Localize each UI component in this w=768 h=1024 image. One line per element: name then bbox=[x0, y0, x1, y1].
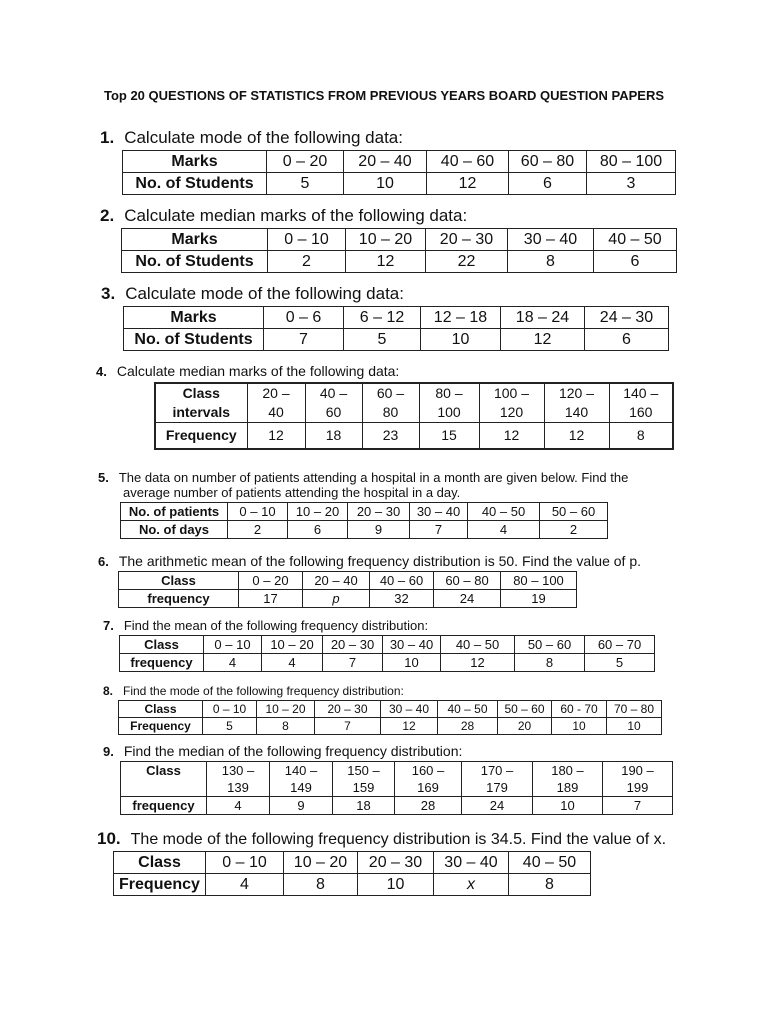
table-cell: No. of Students bbox=[122, 251, 268, 273]
table-cell bbox=[462, 762, 533, 797]
table-cell: 4 bbox=[468, 521, 540, 539]
table-cell: 12 bbox=[427, 173, 509, 195]
table-cell: 10 bbox=[358, 874, 434, 896]
table-cell bbox=[247, 383, 305, 423]
table-cell bbox=[155, 383, 247, 423]
table-cell: 0 – 10 bbox=[203, 701, 257, 718]
table-row bbox=[114, 852, 591, 874]
table-cell: 23 bbox=[362, 423, 419, 449]
table-row bbox=[119, 718, 662, 735]
question-text: The mode of the following frequency distribution is 34.5. Find the value of x. bbox=[130, 831, 667, 848]
table-cell: 4 bbox=[206, 874, 284, 896]
table-cell: 60 – 80 bbox=[509, 151, 587, 173]
table-cell: 30 – 40 bbox=[410, 503, 468, 521]
table-cell: 10 – 20 bbox=[288, 503, 348, 521]
question-4 bbox=[96, 363, 674, 450]
table-cell: 8 bbox=[257, 718, 315, 735]
table-row bbox=[114, 874, 591, 896]
table-cell: 40 – 50 bbox=[438, 701, 498, 718]
table-cell: 5 bbox=[203, 718, 257, 735]
table-cell: 30 – 40 bbox=[434, 852, 509, 874]
table-cell: 6 bbox=[288, 521, 348, 539]
table-cell: 20 – 30 bbox=[323, 636, 383, 654]
table-cell: 50 – 60 bbox=[540, 503, 608, 521]
table-cell: Class bbox=[119, 701, 203, 718]
table-cell: frequency bbox=[120, 654, 204, 672]
table-cell: 0 – 6 bbox=[264, 307, 344, 329]
table-cell: 5 bbox=[267, 173, 344, 195]
cell-line: intervals bbox=[172, 404, 231, 420]
question-number: 7. bbox=[103, 618, 114, 633]
question-number: 6. bbox=[98, 554, 109, 569]
table-row bbox=[121, 521, 608, 539]
table-cell: 40 – 60 bbox=[370, 572, 434, 590]
data-table bbox=[118, 700, 662, 735]
question-1 bbox=[100, 128, 676, 195]
cell-line: 169 bbox=[417, 780, 439, 795]
table-cell: 12 – 18 bbox=[421, 307, 501, 329]
question-text: Find the mode of the following frequency distribution: bbox=[123, 684, 404, 698]
table-cell: 10 bbox=[344, 173, 427, 195]
table-row bbox=[120, 636, 655, 654]
table-row bbox=[123, 151, 676, 173]
cell-line: 60 – bbox=[376, 385, 405, 401]
table-cell: 50 – 60 bbox=[498, 701, 552, 718]
question-number: 1. bbox=[100, 128, 115, 147]
question-text: Find the mean of the following frequency distribution: bbox=[123, 618, 429, 633]
table-cell: 40 – 50 bbox=[441, 636, 515, 654]
table-row bbox=[122, 251, 677, 273]
table-row bbox=[121, 797, 673, 815]
table-cell: 8 bbox=[515, 654, 585, 672]
data-table bbox=[122, 150, 676, 195]
question-number: 2. bbox=[100, 206, 115, 225]
question-text: Calculate mode of the following data: bbox=[125, 284, 404, 303]
cell-line: 140 – bbox=[623, 385, 659, 401]
table-cell bbox=[419, 383, 479, 423]
table-cell: 8 bbox=[609, 423, 673, 449]
table-cell: 20 – 30 bbox=[348, 503, 410, 521]
table-cell: 0 – 10 bbox=[268, 229, 346, 251]
table-cell: No. of patients bbox=[121, 503, 228, 521]
cell-line: 80 bbox=[382, 404, 399, 420]
table-cell: 7 bbox=[603, 797, 673, 815]
table-row bbox=[124, 307, 669, 329]
table-row bbox=[155, 423, 673, 449]
cell-line: 190 – bbox=[621, 763, 654, 778]
table-cell: 12 bbox=[501, 329, 585, 351]
cell-line: 179 bbox=[486, 780, 508, 795]
question-text-continued: average number of patients attending the hospital in a day. bbox=[123, 485, 461, 500]
table-cell: 12 bbox=[346, 251, 426, 273]
table-cell: 12 bbox=[479, 423, 544, 449]
table-cell bbox=[270, 762, 333, 797]
table-cell: Marks bbox=[124, 307, 264, 329]
table-cell: 0 – 10 bbox=[206, 852, 284, 874]
table-cell bbox=[603, 762, 673, 797]
table-cell: x bbox=[434, 874, 509, 896]
table-cell: 9 bbox=[348, 521, 410, 539]
table-cell: 0 – 10 bbox=[204, 636, 262, 654]
table-cell: 10 – 20 bbox=[284, 852, 358, 874]
cell-line: 160 bbox=[629, 404, 653, 420]
table-cell: 8 bbox=[509, 874, 591, 896]
table-cell: p bbox=[303, 590, 370, 608]
table-cell: 30 – 40 bbox=[383, 636, 441, 654]
question-number: 3. bbox=[101, 284, 116, 303]
question-10 bbox=[97, 829, 666, 896]
table-cell bbox=[207, 762, 270, 797]
table-cell: 4 bbox=[204, 654, 262, 672]
table-cell: 28 bbox=[395, 797, 462, 815]
table-cell bbox=[333, 762, 395, 797]
question-number: 8. bbox=[103, 684, 114, 698]
table-cell: 4 bbox=[207, 797, 270, 815]
table-cell bbox=[362, 383, 419, 423]
cell-line: 80 – bbox=[435, 385, 463, 401]
table-row bbox=[121, 503, 608, 521]
question-number: 4. bbox=[96, 364, 107, 379]
table-cell: 2 bbox=[268, 251, 346, 273]
table-row bbox=[123, 173, 676, 195]
table-row bbox=[124, 329, 669, 351]
table-cell: Frequency bbox=[155, 423, 247, 449]
data-table bbox=[154, 382, 674, 450]
table-cell: 10 bbox=[533, 797, 603, 815]
cell-line: 140 bbox=[564, 404, 589, 420]
table-cell: 80 – 100 bbox=[501, 572, 577, 590]
table-cell: Marks bbox=[122, 229, 268, 251]
table-cell: 20 – 30 bbox=[358, 852, 434, 874]
cell-line: 60 bbox=[325, 404, 342, 420]
table-cell bbox=[544, 383, 609, 423]
data-table bbox=[118, 571, 577, 608]
table-cell: 18 bbox=[305, 423, 362, 449]
data-table bbox=[119, 635, 655, 672]
cell-line: 130 – bbox=[221, 763, 255, 778]
cell-line: 120 – bbox=[558, 385, 595, 401]
table-cell: 10 bbox=[383, 654, 441, 672]
cell-line: 40 bbox=[268, 404, 284, 420]
cell-line: 150 – bbox=[347, 763, 380, 778]
table-cell: 6 bbox=[594, 251, 677, 273]
table-cell: 17 bbox=[239, 590, 303, 608]
table-cell: 28 bbox=[438, 718, 498, 735]
cell-line: 100 – bbox=[493, 385, 530, 401]
table-cell: 6 bbox=[509, 173, 587, 195]
table-row bbox=[121, 762, 673, 797]
table-cell: 60 – 70 bbox=[585, 636, 655, 654]
table-cell: 3 bbox=[587, 173, 676, 195]
table-cell: 50 – 60 bbox=[515, 636, 585, 654]
table-cell: 5 bbox=[585, 654, 655, 672]
table-cell: 10 bbox=[552, 718, 607, 735]
table-cell: 6 bbox=[585, 329, 669, 351]
question-text: Calculate mode of the following data: bbox=[124, 128, 403, 147]
data-table bbox=[120, 502, 608, 539]
table-row bbox=[122, 229, 677, 251]
cell-line: 160 – bbox=[411, 763, 445, 778]
table-cell: 40 – 50 bbox=[594, 229, 677, 251]
question-7 bbox=[103, 618, 655, 672]
table-cell: Frequency bbox=[114, 874, 206, 896]
table-row bbox=[119, 572, 577, 590]
cell-line: Class bbox=[182, 385, 220, 401]
table-cell: 60 – 80 bbox=[434, 572, 501, 590]
data-table bbox=[121, 228, 677, 273]
question-6 bbox=[98, 553, 641, 608]
table-cell: 18 bbox=[333, 797, 395, 815]
table-cell: 24 bbox=[434, 590, 501, 608]
table-cell: 8 bbox=[284, 874, 358, 896]
cell-line: 159 bbox=[352, 780, 375, 795]
table-cell: 12 bbox=[381, 718, 438, 735]
table-cell: 15 bbox=[419, 423, 479, 449]
table-cell: 7 bbox=[323, 654, 383, 672]
table-cell: 9 bbox=[270, 797, 333, 815]
page-title: Top 20 QUESTIONS OF STATISTICS FROM PREVIOUS YEARS BOARD QUESTION PAPERS bbox=[103, 88, 665, 103]
table-cell: 20 – 40 bbox=[344, 151, 427, 173]
table-cell: 40 – 60 bbox=[427, 151, 509, 173]
table-cell: 70 – 80 bbox=[607, 701, 662, 718]
cell-line: 199 bbox=[626, 780, 649, 795]
table-cell: 24 – 30 bbox=[585, 307, 669, 329]
cell-line: 189 bbox=[556, 780, 579, 795]
table-cell: 10 – 20 bbox=[262, 636, 323, 654]
table-cell: 60 - 70 bbox=[552, 701, 607, 718]
table-cell bbox=[395, 762, 462, 797]
question-8 bbox=[103, 684, 662, 735]
table-cell: 10 bbox=[421, 329, 501, 351]
table-cell: 6 – 12 bbox=[344, 307, 421, 329]
table-cell: 80 – 100 bbox=[587, 151, 676, 173]
cell-line: Class bbox=[146, 763, 181, 778]
question-text: Calculate median marks of the following data: bbox=[116, 363, 400, 379]
cell-line: 120 bbox=[499, 404, 524, 420]
cell-line: 170 – bbox=[480, 763, 514, 778]
table-cell: 12 bbox=[441, 654, 515, 672]
data-table bbox=[113, 851, 591, 896]
table-cell: Frequency bbox=[119, 718, 203, 735]
question-9 bbox=[103, 743, 673, 815]
table-cell: 12 bbox=[247, 423, 305, 449]
table-cell: 19 bbox=[501, 590, 577, 608]
table-cell: 7 bbox=[264, 329, 344, 351]
table-cell: No. of days bbox=[121, 521, 228, 539]
table-cell: Class bbox=[119, 572, 239, 590]
table-cell: 7 bbox=[410, 521, 468, 539]
table-cell: 20 – 30 bbox=[315, 701, 381, 718]
table-row bbox=[155, 383, 673, 423]
table-cell: 0 – 10 bbox=[228, 503, 288, 521]
table-cell: 20 – 40 bbox=[303, 572, 370, 590]
table-cell: 8 bbox=[508, 251, 594, 273]
table-cell: 22 bbox=[426, 251, 508, 273]
table-cell bbox=[609, 383, 673, 423]
table-cell: frequency bbox=[121, 797, 207, 815]
question-2 bbox=[100, 206, 677, 273]
cell-line: 149 bbox=[290, 780, 312, 795]
table-cell: 32 bbox=[370, 590, 434, 608]
table-cell: 0 – 20 bbox=[239, 572, 303, 590]
data-table bbox=[123, 306, 669, 351]
table-cell: 2 bbox=[228, 521, 288, 539]
table-row bbox=[120, 654, 655, 672]
cell-line: 20 – bbox=[262, 385, 290, 401]
table-cell: 10 – 20 bbox=[257, 701, 315, 718]
table-cell: frequency bbox=[119, 590, 239, 608]
table-cell: Class bbox=[114, 852, 206, 874]
table-cell: 12 bbox=[544, 423, 609, 449]
cell-line: 139 bbox=[227, 780, 249, 795]
table-cell bbox=[479, 383, 544, 423]
question-text: Find the median of the following frequency distribution: bbox=[123, 743, 463, 759]
table-cell: 10 bbox=[607, 718, 662, 735]
table-cell: 30 – 40 bbox=[381, 701, 438, 718]
table-cell: Marks bbox=[123, 151, 267, 173]
cell-line: 100 bbox=[437, 404, 461, 420]
table-cell: 7 bbox=[315, 718, 381, 735]
cell-line: 180 – bbox=[551, 763, 584, 778]
question-number: 10. bbox=[97, 829, 121, 848]
question-text: The arithmetic mean of the following frequency distribution is 50. Find the value of p. bbox=[118, 553, 642, 569]
table-cell: 30 – 40 bbox=[508, 229, 594, 251]
table-cell: 24 bbox=[462, 797, 533, 815]
table-row bbox=[119, 590, 577, 608]
cell-line: 140 – bbox=[284, 763, 318, 778]
table-cell: 40 – 50 bbox=[468, 503, 540, 521]
question-text: The data on number of patients attending a hospital in a month are given below. Find the bbox=[118, 470, 629, 485]
table-cell: No. of Students bbox=[124, 329, 264, 351]
cell-line: 40 – bbox=[319, 385, 348, 401]
table-cell: 18 – 24 bbox=[501, 307, 585, 329]
question-text: Calculate median marks of the following data: bbox=[124, 206, 468, 225]
question-number: 5. bbox=[98, 470, 109, 485]
table-cell bbox=[533, 762, 603, 797]
table-cell bbox=[121, 762, 207, 797]
table-cell: 0 – 20 bbox=[267, 151, 344, 173]
table-cell: 40 – 50 bbox=[509, 852, 591, 874]
table-cell: No. of Students bbox=[123, 173, 267, 195]
table-cell bbox=[305, 383, 362, 423]
table-cell: Class bbox=[120, 636, 204, 654]
table-cell: 4 bbox=[262, 654, 323, 672]
question-3 bbox=[101, 284, 669, 351]
table-cell: 2 bbox=[540, 521, 608, 539]
data-table bbox=[120, 761, 673, 815]
table-cell: 10 – 20 bbox=[346, 229, 426, 251]
table-row bbox=[119, 701, 662, 718]
table-cell: 20 bbox=[498, 718, 552, 735]
question-number: 9. bbox=[103, 744, 114, 759]
question-5 bbox=[98, 470, 628, 539]
table-cell: 20 – 30 bbox=[426, 229, 508, 251]
table-cell: 5 bbox=[344, 329, 421, 351]
